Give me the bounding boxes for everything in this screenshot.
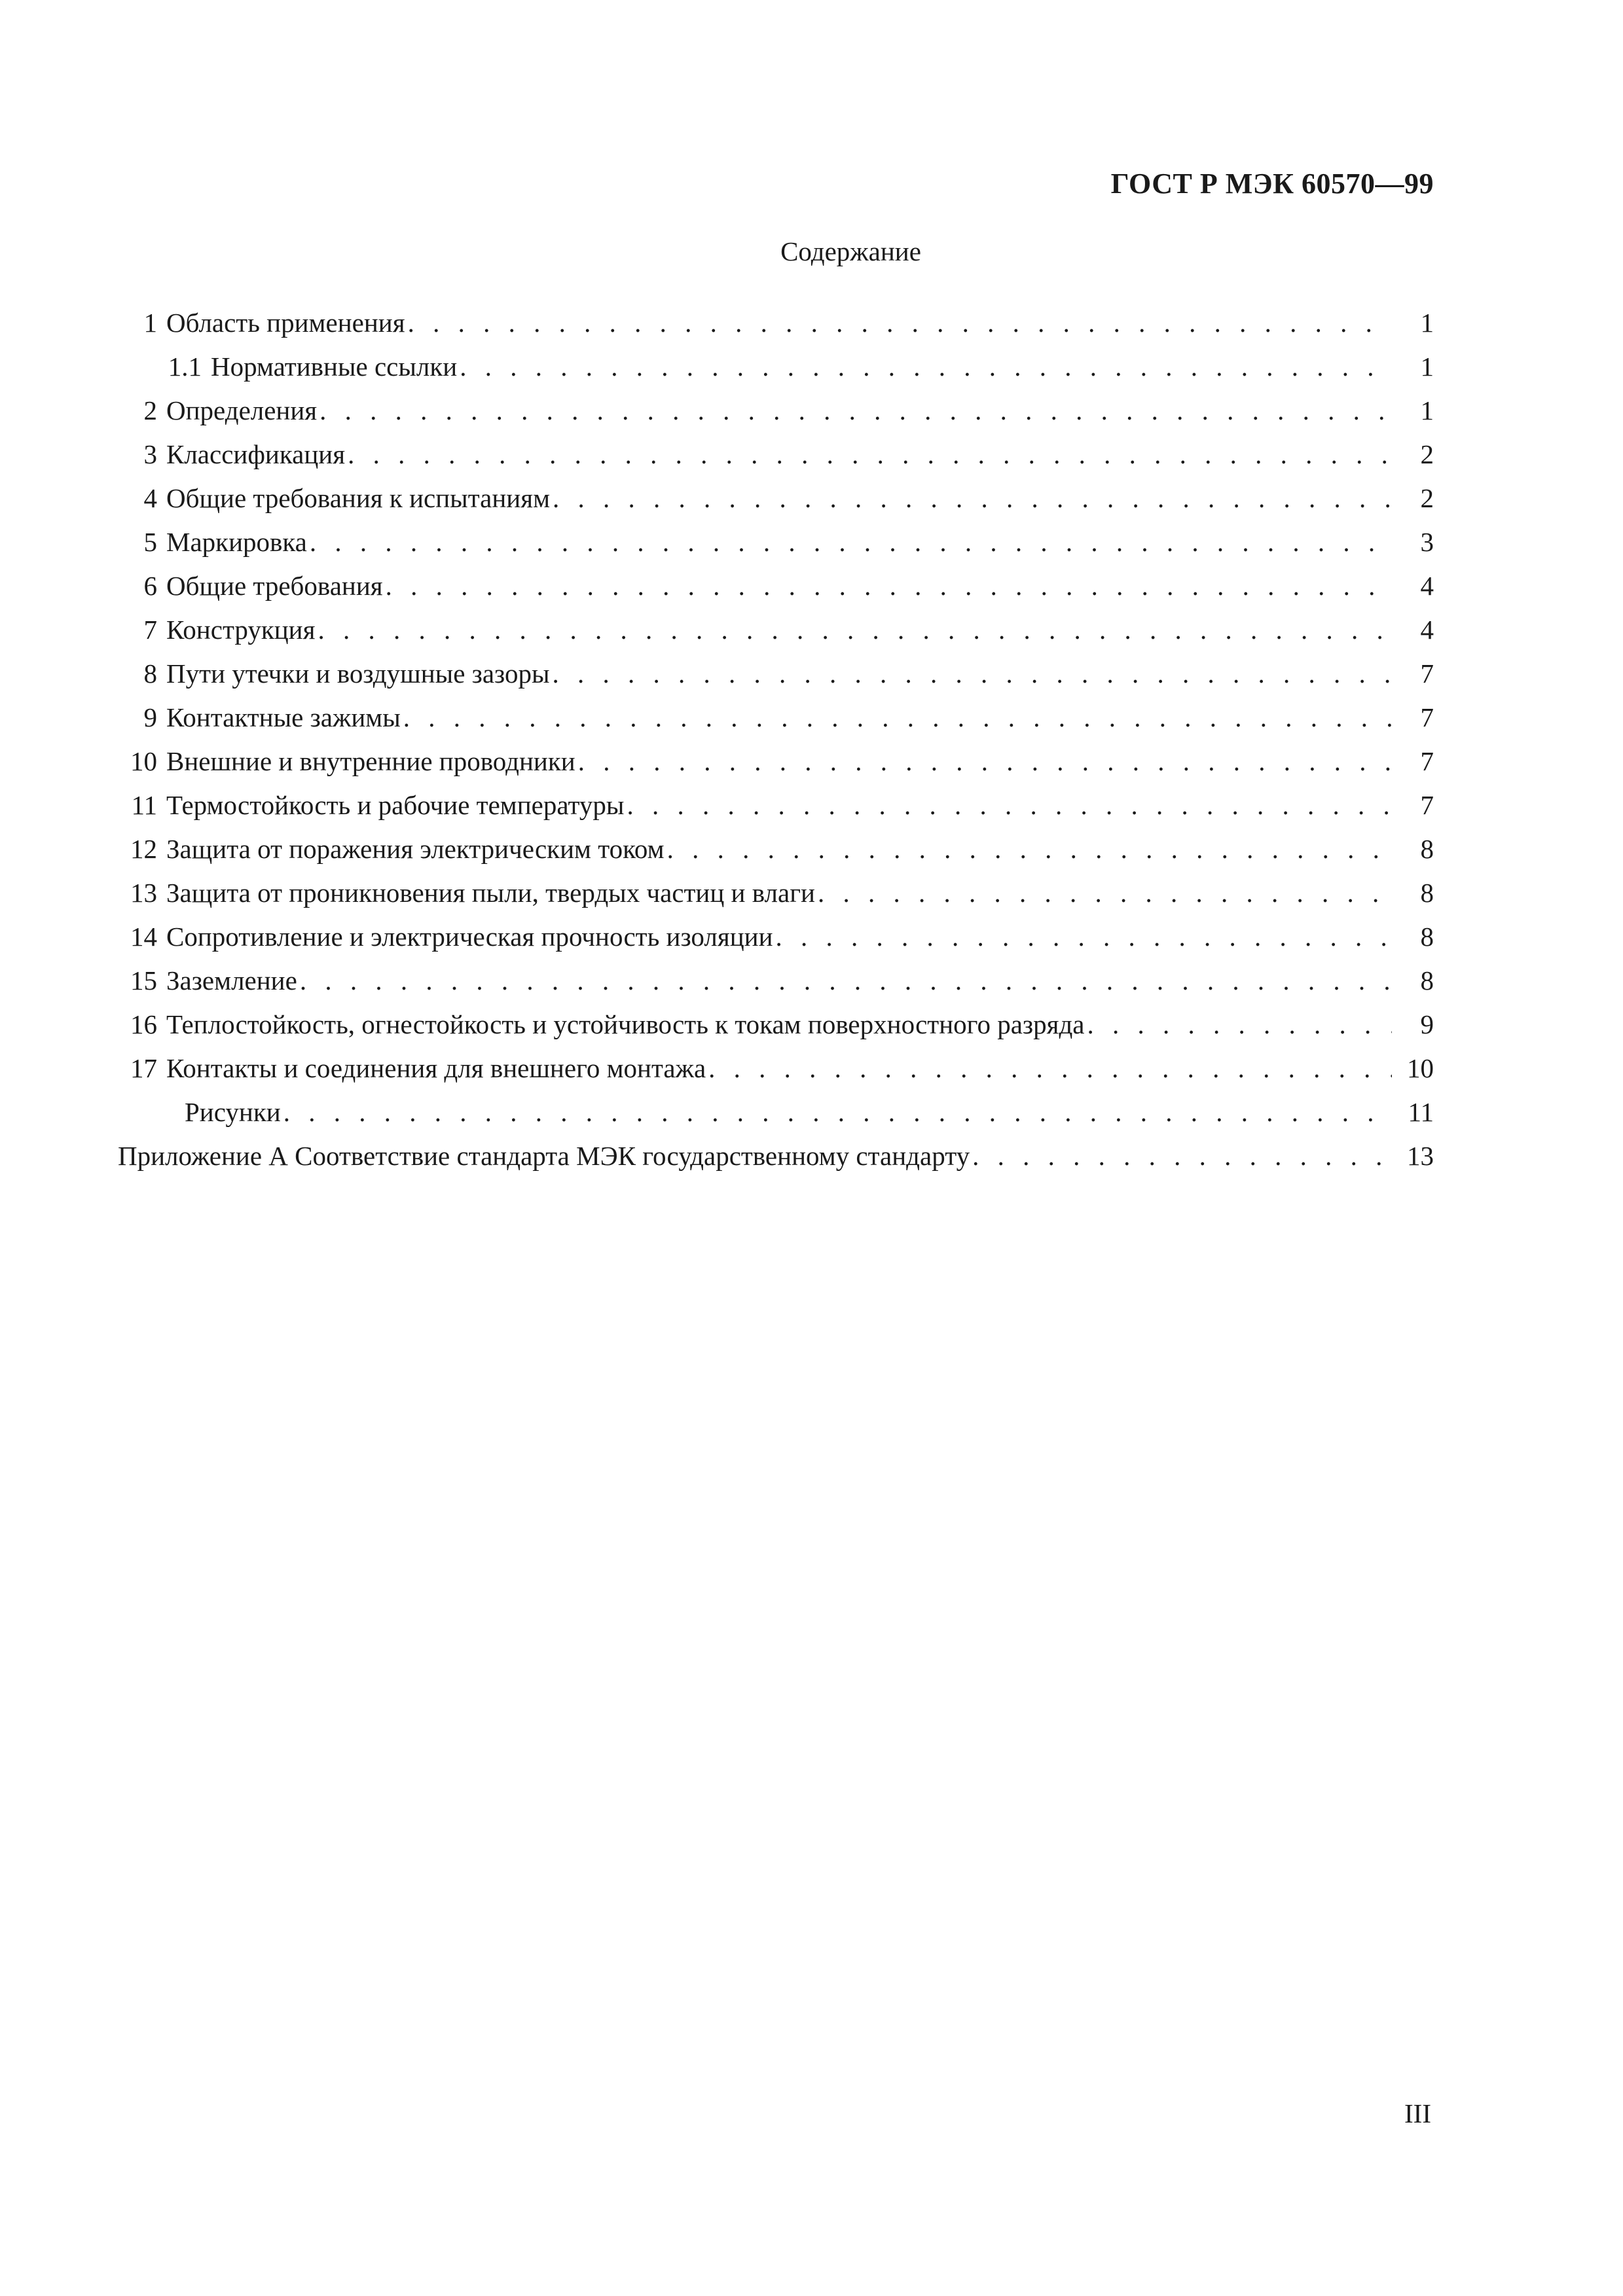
dot-leader [386,564,1392,608]
toc-entry-number: 11 [131,790,157,820]
dot-leader [283,1090,1392,1134]
toc-entry-number: 17 [130,1053,157,1083]
toc-entry-page: 7 [1420,658,1434,689]
toc-entry-label: Общие требования к испытаниям [166,483,551,513]
toc-entry-page: 8 [1420,834,1434,864]
toc-entry-17[interactable] [118,1047,1434,1090]
toc-entry-12[interactable] [118,827,1434,871]
toc-entry-label: Теплостойкость, огнестойкость и устойчивость к токам поверхностного разряда [166,1009,1085,1039]
toc-entry-2[interactable] [118,389,1434,433]
toc-entry-number: 14 [130,922,157,952]
dot-leader [318,608,1392,652]
toc-entry-6[interactable] [118,564,1434,608]
dot-leader [310,520,1392,564]
toc-entry-page: 9 [1420,1009,1434,1039]
toc-entry-page: 8 [1420,965,1434,996]
toc-entry-appendix-a[interactable] [118,1134,1434,1178]
toc-entry-number: 16 [130,1009,157,1039]
toc-entry-label: Маркировка [166,527,307,557]
dot-leader [408,301,1392,345]
toc-entry-9[interactable] [118,696,1434,740]
toc-entry-page: 4 [1420,571,1434,601]
dot-leader [300,959,1392,1003]
toc-entry-number: 5 [143,527,157,557]
toc-entry-label: Контактные зажимы [166,702,401,732]
toc-entry-number: 2 [143,395,157,425]
toc-entry-11[interactable] [118,783,1434,827]
toc-entry-label: Защита от поражения электрическим током [166,834,665,864]
toc-entry-page: 1 [1420,308,1434,338]
dot-leader [578,740,1392,783]
table-of-contents [118,301,1434,1178]
toc-entry-number: 15 [130,965,157,996]
toc-entry-label: Конструкция [166,615,316,645]
toc-entry-number: 6 [143,571,157,601]
dot-leader [972,1134,1392,1178]
toc-entry-page: 8 [1420,878,1434,908]
toc-entry-label: Внешние и внутренние проводники [166,746,575,776]
dot-leader [1087,1003,1392,1047]
toc-entry-4[interactable] [118,476,1434,520]
toc-entry-page: 4 [1420,615,1434,645]
toc-entry-label: Защита от проникновения пыли, твердых частиц и влаги [166,878,815,908]
toc-entry-page: 10 [1407,1053,1434,1083]
toc-entry-page: 1 [1420,351,1434,382]
toc-entry-label: Термостойкость и рабочие температуры [166,790,625,820]
dot-leader [460,345,1392,389]
toc-entry-number: 13 [130,878,157,908]
dot-leader [667,827,1392,871]
toc-entry-page: 2 [1420,439,1434,469]
toc-entry-3[interactable] [118,433,1434,476]
toc-entry-1-1[interactable] [118,345,1434,389]
dot-leader [348,433,1392,476]
toc-entry-number: 7 [143,615,157,645]
dot-leader [553,652,1392,696]
dot-leader [319,389,1392,433]
toc-entry-13[interactable] [118,871,1434,915]
toc-entry-15[interactable] [118,959,1434,1003]
dot-leader [553,476,1392,520]
toc-entry-label: Классификация [166,439,346,469]
toc-entry-page: 3 [1420,527,1434,557]
dot-leader [708,1047,1392,1090]
dot-leader [403,696,1392,740]
toc-entry-number: 8 [143,658,157,689]
toc-entry-label: Нормативные ссылки [211,351,458,382]
dot-leader [818,871,1392,915]
toc-title: Содержание [780,236,921,266]
toc-entry-page: 13 [1407,1141,1434,1171]
toc-entry-number: 10 [130,746,157,776]
toc-entry-label: Заземление [166,965,297,996]
toc-entry-5[interactable] [118,520,1434,564]
toc-entry-label: Определения [166,395,318,425]
toc-entry-number: 3 [143,439,157,469]
toc-entry-1[interactable] [118,301,1434,345]
toc-entry-label: Приложение А Соответствие стандарта МЭК государственному стандарту [118,1141,970,1171]
toc-entry-page: 7 [1420,746,1434,776]
toc-entry-8[interactable] [118,652,1434,696]
toc-entry-page: 1 [1420,395,1434,425]
toc-entry-number: 4 [143,483,157,513]
toc-entry-label: Рисунки [185,1097,281,1127]
toc-entry-page: 2 [1420,483,1434,513]
toc-entry-page: 7 [1420,702,1434,732]
toc-entry-7[interactable] [118,608,1434,652]
standard-code-header: ГОСТ Р МЭК 60570—99 [1110,168,1434,200]
dot-leader [776,915,1392,959]
toc-entry-16[interactable] [118,1003,1434,1047]
toc-entry-label: Область применения [166,308,405,338]
toc-entry-number: 9 [143,702,157,732]
toc-entry-number: 1.1 [168,351,202,382]
toc-entry-label: Контакты и соединения для внешнего монтажа [166,1053,706,1083]
toc-entry-page: 8 [1420,922,1434,952]
page-number: III [1404,2098,1431,2128]
toc-entry-label: Общие требования [166,571,383,601]
toc-entry-page: 11 [1408,1097,1434,1127]
dot-leader [627,783,1392,827]
toc-entry-14[interactable] [118,915,1434,959]
toc-entry-number: 12 [130,834,157,864]
toc-entry-page: 7 [1420,790,1434,820]
toc-entry-label: Сопротивление и электрическая прочность изоляции [166,922,773,952]
toc-entry-figures[interactable] [118,1090,1434,1134]
toc-entry-10[interactable] [118,740,1434,783]
toc-entry-number: 1 [143,308,157,338]
toc-entry-label: Пути утечки и воздушные зазоры [166,658,550,689]
